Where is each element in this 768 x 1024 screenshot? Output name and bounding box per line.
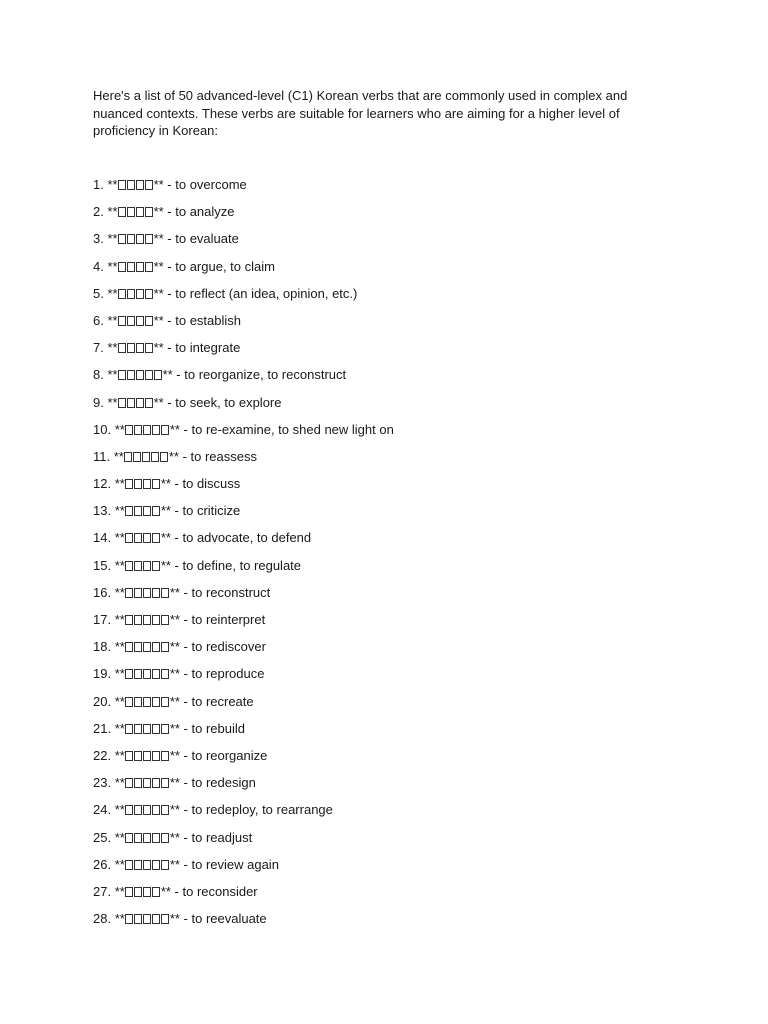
list-item-number: 26.: [93, 856, 112, 872]
missing-glyph-icon: [125, 884, 161, 899]
list-item-number: 18.: [93, 639, 112, 655]
list-item-meaning: to evaluate: [175, 231, 239, 247]
missing-glyph-icon: [118, 395, 154, 410]
list-item: 12. ** ** - to discuss: [93, 476, 241, 492]
list-item-number: 3.: [93, 231, 104, 247]
list-item-meaning: to advocate, to defend: [182, 530, 312, 546]
missing-glyph-icon: [125, 775, 170, 790]
list-item-number: 1.: [93, 177, 104, 192]
missing-glyph-icon: [125, 830, 170, 845]
list-item-number: 10.: [93, 421, 112, 437]
list-item: 23. ** ** - to redesign: [93, 775, 256, 791]
list-item: 18. ** ** - to rediscover: [93, 639, 266, 655]
list-item-number: 15.: [93, 557, 112, 573]
missing-glyph-icon: [125, 911, 170, 926]
list-item-meaning: to re-examine, to shed new light on: [191, 421, 394, 437]
missing-glyph-icon: [124, 449, 169, 464]
missing-glyph-icon: [125, 612, 170, 627]
list-item-number: 21.: [93, 720, 112, 736]
list-item-number: 25.: [93, 829, 112, 845]
list-item-number: 19.: [93, 666, 112, 682]
missing-glyph-icon: [125, 802, 170, 817]
list-item-number: 11.: [93, 448, 111, 464]
list-item-meaning: to reconstruct: [191, 584, 271, 600]
verb-list: [93, 176, 394, 937]
list-item-meaning: to reproduce: [191, 666, 265, 682]
missing-glyph-icon: [125, 721, 170, 736]
list-item: 27. ** ** - to reconsider: [93, 883, 258, 899]
list-item-meaning: to reflect (an idea, opinion, etc.): [175, 285, 358, 301]
list-item: 14. ** ** - to advocate, to defend: [93, 530, 312, 546]
list-item-number: 7.: [93, 340, 104, 356]
list-item-number: 8.: [93, 367, 104, 383]
list-item: 20. ** ** - to recreate: [93, 693, 254, 709]
intro-paragraph: Here's a list of 50 advanced-level (C1) Korean verbs that are commonly used in complex and nuanced contexts. These verbs are suitable for learners who are aiming for a higher level of proficiency in Korean:: [93, 88, 628, 138]
missing-glyph-icon: [125, 639, 170, 654]
list-item: 17. ** ** - to reinterpret: [93, 612, 266, 627]
list-item-number: 4.: [93, 258, 104, 274]
missing-glyph-icon: [118, 259, 154, 274]
list-item-meaning: to criticize: [182, 503, 241, 519]
list-item: 15. ** ** - to define, to regulate: [93, 557, 302, 573]
list-item: 1. ** ** - to overcome: [93, 177, 247, 192]
list-item: 26. ** ** - to review again: [93, 856, 279, 872]
list-item-meaning: to reassess: [190, 448, 257, 464]
list-item-meaning: to reorganize, to reconstruct: [184, 367, 347, 383]
missing-glyph-icon: [125, 476, 161, 491]
list-item: 6. ** ** - to establish: [93, 312, 242, 328]
list-item: 24. ** ** - to redeploy, to rearrange: [93, 802, 333, 818]
list-item: 13. ** ** - to criticize: [93, 503, 241, 519]
list-item: 19. ** ** - to reproduce: [93, 666, 265, 682]
list-item: 28. ** ** - to reevaluate: [93, 911, 267, 927]
missing-glyph-icon: [118, 286, 154, 301]
list-item: 25. ** ** - to readjust: [93, 829, 253, 845]
missing-glyph-icon: [125, 585, 170, 600]
list-item-meaning: to define, to regulate: [182, 557, 302, 573]
missing-glyph-icon: [125, 666, 170, 681]
list-item-number: 2.: [93, 204, 104, 220]
missing-glyph-icon: [125, 694, 170, 709]
missing-glyph-icon: [125, 422, 170, 437]
list-item: 4. ** ** - to argue, to claim: [93, 258, 275, 274]
list-item-number: 27.: [93, 883, 112, 899]
list-item-meaning: to reorganize: [191, 747, 268, 763]
missing-glyph-icon: [118, 204, 154, 219]
list-item-number: 12.: [93, 476, 112, 492]
list-item-meaning: to establish: [175, 312, 242, 328]
list-item-meaning: to reevaluate: [191, 911, 267, 927]
list-item-meaning: to readjust: [191, 829, 253, 845]
list-item: 21. ** ** - to rebuild: [93, 720, 245, 736]
list-item-meaning: to analyze: [175, 204, 235, 220]
list-item: 8. ** ** - to reorganize, to reconstruct: [93, 367, 347, 383]
missing-glyph-icon: [125, 503, 161, 518]
missing-glyph-icon: [118, 313, 154, 328]
list-item-meaning: to reconsider: [182, 883, 258, 899]
list-item: 16. ** ** - to reconstruct: [93, 584, 271, 600]
list-item: 7. ** ** - to integrate: [93, 340, 241, 356]
list-item-meaning: to review again: [191, 856, 279, 872]
list-item-meaning: to integrate: [175, 340, 241, 356]
list-item-meaning: to rediscover: [191, 639, 266, 655]
missing-glyph-icon: [125, 530, 161, 545]
list-item-number: 20.: [93, 693, 112, 709]
list-item-number: 5.: [93, 285, 104, 301]
list-item-meaning: to redesign: [191, 775, 256, 791]
list-item: 10. ** ** - to re-examine, to shed new light on: [93, 421, 394, 437]
missing-glyph-icon: [125, 857, 170, 872]
list-item-meaning: to rebuild: [191, 720, 245, 736]
list-item-number: 14.: [93, 530, 112, 546]
missing-glyph-icon: [125, 748, 170, 763]
list-item-number: 17.: [93, 612, 112, 627]
list-item-meaning: to seek, to explore: [175, 394, 282, 410]
list-item-meaning: to argue, to claim: [175, 258, 275, 274]
list-item-meaning: to overcome: [175, 177, 247, 192]
missing-glyph-icon: [118, 340, 154, 355]
list-item: 3. ** ** - to evaluate: [93, 231, 239, 247]
list-item-number: 28.: [93, 911, 112, 927]
missing-glyph-icon: [125, 558, 161, 573]
list-item: 11. ** ** - to reassess: [93, 448, 257, 464]
list-item-number: 23.: [93, 775, 112, 791]
list-item-number: 9.: [93, 394, 104, 410]
list-item: 22. ** ** - to reorganize: [93, 747, 268, 763]
list-item-meaning: to discuss: [182, 476, 241, 492]
list-item-meaning: to recreate: [191, 693, 254, 709]
list-item-number: 16.: [93, 584, 112, 600]
missing-glyph-icon: [118, 231, 154, 246]
missing-glyph-icon: [118, 367, 163, 382]
list-item-number: 24.: [93, 802, 112, 818]
list-item-number: 22.: [93, 747, 112, 763]
list-item: 2. ** ** - to analyze: [93, 204, 235, 220]
list-item-number: 6.: [93, 312, 104, 328]
list-item: 5. ** ** - to reflect (an idea, opinion, etc.): [93, 285, 358, 301]
missing-glyph-icon: [118, 177, 154, 192]
list-item-meaning: to reinterpret: [191, 612, 266, 627]
list-item-number: 13.: [93, 503, 112, 519]
list-item-meaning: to redeploy, to rearrange: [191, 802, 333, 818]
list-item: 9. ** ** - to seek, to explore: [93, 394, 282, 410]
